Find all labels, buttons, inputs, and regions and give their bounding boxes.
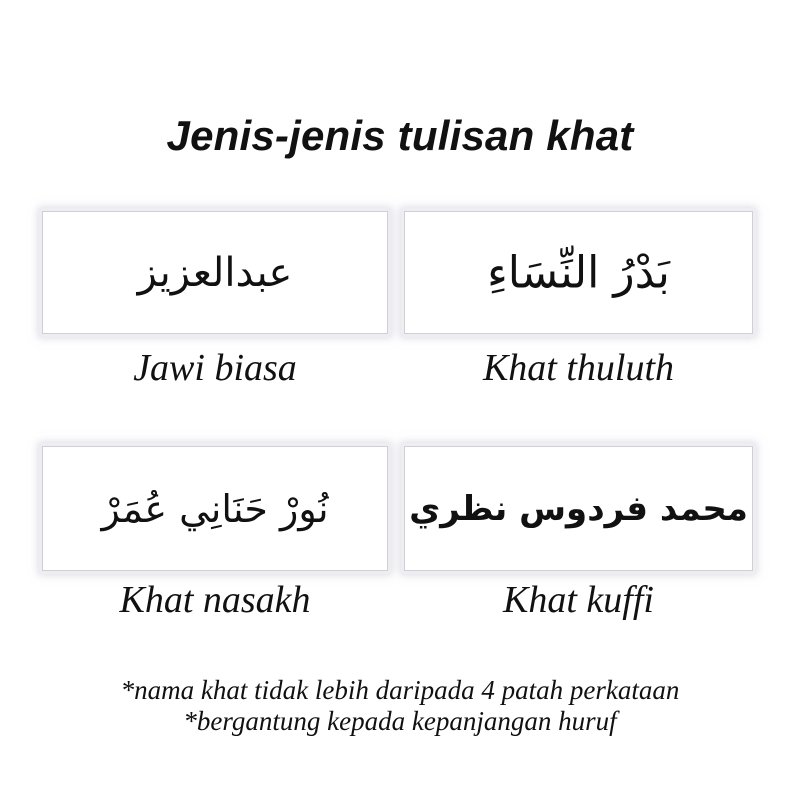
khat-kuffi-caption: Khat kuffi (503, 579, 654, 621)
footnote-word-limit: *nama khat tidak lebih daripada 4 patah perkataan (120, 675, 680, 705)
footnote-letter-length: *bergantung kepada kepanjangan huruf (183, 706, 617, 736)
jawi-biasa-caption: Jawi biasa (133, 347, 297, 389)
khat-thuluth-card (404, 211, 753, 334)
khat-nasakh-arabic-text: نُورْ حَنَانِي عُمَرْ (101, 486, 329, 531)
khat-thuluth-caption: Khat thuluth (482, 347, 675, 389)
khat-nasakh-caption: Khat nasakh (119, 579, 311, 621)
khat-nasakh-card (42, 446, 388, 571)
jawi-biasa-arabic-text: عبدالعزيز (137, 249, 293, 296)
khat-thuluth-arabic-text: بَدْرُ النِّسَاءِ (487, 247, 670, 298)
khat-kuffi-card (404, 446, 753, 571)
khat-kuffi-arabic-text: محمد فردوس نظري (409, 488, 748, 529)
jawi-biasa-card (42, 211, 388, 334)
page-title: Jenis-jenis tulisan khat (166, 112, 634, 159)
